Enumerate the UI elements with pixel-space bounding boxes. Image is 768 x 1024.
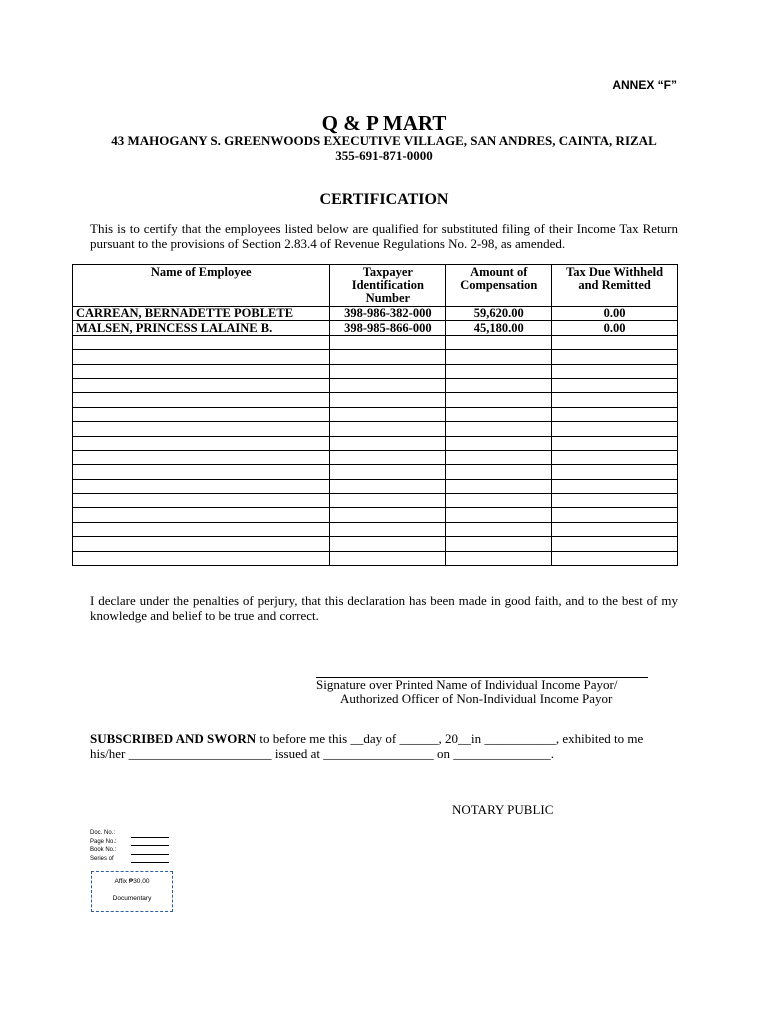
documentary-stamp-box bbox=[91, 871, 173, 912]
empty-cell bbox=[552, 450, 678, 464]
empty-table-row bbox=[73, 422, 678, 436]
empty-cell bbox=[552, 465, 678, 479]
empty-cell bbox=[73, 508, 330, 522]
empty-cell bbox=[330, 450, 446, 464]
empty-cell bbox=[446, 450, 552, 464]
empty-cell bbox=[73, 479, 330, 493]
empty-cell bbox=[330, 537, 446, 551]
empty-cell bbox=[552, 522, 678, 536]
header-tin: Taxpayer Identification Number bbox=[330, 265, 446, 307]
page-no-label: Page No.: bbox=[90, 838, 117, 845]
stamp-line-1: Affix ₱30.00 bbox=[114, 878, 150, 885]
empty-cell bbox=[552, 364, 678, 378]
book-no-line bbox=[131, 848, 169, 855]
empty-cell bbox=[446, 522, 552, 536]
empty-table-row bbox=[73, 551, 678, 565]
doc-no-label: Doc. No.: bbox=[90, 830, 116, 836]
empty-cell bbox=[73, 350, 330, 364]
doc-no-line bbox=[131, 831, 169, 838]
empty-cell bbox=[446, 364, 552, 378]
empty-cell bbox=[330, 378, 446, 392]
doc-info-row bbox=[90, 855, 169, 864]
employee-compensation: 45,180.00 bbox=[446, 321, 552, 335]
empty-rows bbox=[73, 335, 678, 565]
empty-cell bbox=[73, 522, 330, 536]
empty-cell bbox=[330, 393, 446, 407]
empty-cell bbox=[446, 508, 552, 522]
header-tax-due: Tax Due Withheld and Remitted bbox=[552, 265, 678, 307]
empty-table-row bbox=[73, 393, 678, 407]
empty-cell bbox=[330, 551, 446, 565]
employee-name: MALSEN, PRINCESS LALAINE B. bbox=[73, 321, 330, 335]
empty-cell bbox=[73, 436, 330, 450]
empty-cell bbox=[73, 537, 330, 551]
empty-cell bbox=[552, 393, 678, 407]
empty-cell bbox=[73, 364, 330, 378]
empty-cell bbox=[330, 465, 446, 479]
page-no-line bbox=[131, 839, 169, 846]
empty-cell bbox=[330, 350, 446, 364]
empty-cell bbox=[73, 551, 330, 565]
employee-tax-due: 0.00 bbox=[552, 321, 678, 335]
empty-table-row bbox=[73, 407, 678, 421]
empty-cell bbox=[330, 422, 446, 436]
empty-table-row bbox=[73, 522, 678, 536]
empty-cell bbox=[552, 508, 678, 522]
empty-cell bbox=[73, 422, 330, 436]
employee-tax-due: 0.00 bbox=[552, 307, 678, 321]
table-row bbox=[73, 307, 678, 321]
empty-cell bbox=[446, 494, 552, 508]
doc-info-row bbox=[90, 846, 169, 855]
header-name: Name of Employee bbox=[73, 265, 330, 307]
sworn-text: to before me this __day of ______, 20__in ___________, exhibited to me his/her ______________________ issued at _________________ on _______________. bbox=[90, 731, 644, 761]
empty-cell bbox=[330, 479, 446, 493]
doc-info-block bbox=[90, 829, 169, 863]
series-label: Series of bbox=[90, 855, 114, 862]
empty-cell bbox=[446, 436, 552, 450]
empty-cell bbox=[552, 436, 678, 450]
empty-cell bbox=[446, 350, 552, 364]
empty-cell bbox=[73, 393, 330, 407]
annex-label: ANNEX “F” bbox=[612, 78, 677, 92]
empty-cell bbox=[446, 465, 552, 479]
empty-cell bbox=[446, 422, 552, 436]
intro-paragraph: This is to certify that the employees listed below are qualified for substituted filing of their Income Tax Return pursuant to the provisions of Section 2.83.4 of Revenue Regulations No. 2-98, as amended. bbox=[90, 221, 678, 251]
empty-table-row bbox=[73, 364, 678, 378]
empty-cell bbox=[73, 335, 330, 349]
employee-tin: 398-985-866-000 bbox=[330, 321, 446, 335]
empty-cell bbox=[73, 378, 330, 392]
empty-cell bbox=[552, 422, 678, 436]
doc-info-row bbox=[90, 829, 169, 838]
empty-cell bbox=[73, 450, 330, 464]
empty-table-row bbox=[73, 436, 678, 450]
empty-table-row bbox=[73, 479, 678, 493]
empty-table-row bbox=[73, 335, 678, 349]
empty-table-row bbox=[73, 537, 678, 551]
empty-cell bbox=[330, 522, 446, 536]
sworn-bold: SUBSCRIBED AND SWORN bbox=[90, 731, 257, 746]
signature-caption-1: Signature over Printed Name of Individual Income Payor/ bbox=[316, 677, 618, 692]
empty-cell bbox=[330, 407, 446, 421]
empty-cell bbox=[446, 335, 552, 349]
empty-cell bbox=[552, 479, 678, 493]
stamp-line-2: Documentary bbox=[112, 895, 152, 902]
empty-cell bbox=[552, 537, 678, 551]
empty-table-row bbox=[73, 450, 678, 464]
company-tin: 355-691-871-0000 bbox=[335, 148, 433, 163]
address-line: 43 MAHOGANY S. GREENWOODS EXECUTIVE VILLAGE, SAN ANDRES, CAINTA, RIZAL bbox=[111, 133, 657, 148]
notary-public-label: NOTARY PUBLIC bbox=[452, 802, 554, 817]
empty-cell bbox=[552, 350, 678, 364]
empty-cell bbox=[446, 393, 552, 407]
sworn-paragraph bbox=[90, 732, 680, 761]
empty-cell bbox=[330, 436, 446, 450]
empty-cell bbox=[73, 494, 330, 508]
company-address bbox=[0, 133, 768, 163]
empty-cell bbox=[73, 407, 330, 421]
empty-cell bbox=[552, 407, 678, 421]
empty-table-row bbox=[73, 378, 678, 392]
empty-table-row bbox=[73, 508, 678, 522]
employee-table bbox=[72, 264, 678, 566]
empty-table-row bbox=[73, 494, 678, 508]
doc-info-row bbox=[90, 838, 169, 847]
certification-title: CERTIFICATION bbox=[319, 191, 449, 208]
empty-table-row bbox=[73, 465, 678, 479]
empty-cell bbox=[552, 335, 678, 349]
empty-table-row bbox=[73, 350, 678, 364]
book-no-label: Book No.: bbox=[90, 847, 117, 854]
empty-cell bbox=[446, 407, 552, 421]
company-name: Q & P MART bbox=[321, 111, 447, 135]
empty-cell bbox=[446, 479, 552, 493]
employee-compensation: 59,620.00 bbox=[446, 307, 552, 321]
employee-tin: 398-986-382-000 bbox=[330, 307, 446, 321]
empty-cell bbox=[330, 508, 446, 522]
signature-caption-2: Authorized Officer of Non-Individual Income Payor bbox=[340, 691, 613, 706]
empty-cell bbox=[73, 465, 330, 479]
table-row bbox=[73, 321, 678, 335]
empty-cell bbox=[446, 537, 552, 551]
empty-cell bbox=[552, 551, 678, 565]
header-compensation: Amount of Compensation bbox=[446, 265, 552, 307]
declaration-paragraph: I declare under the penalties of perjury, that this declaration has been made in good faith, and to the best of my knowledge and belief to be true and correct. bbox=[90, 593, 678, 623]
table-header-row bbox=[73, 265, 678, 307]
empty-cell bbox=[330, 494, 446, 508]
employee-name: CARREAN, BERNADETTE POBLETE bbox=[73, 307, 330, 321]
empty-cell bbox=[446, 551, 552, 565]
empty-cell bbox=[552, 494, 678, 508]
empty-cell bbox=[446, 378, 552, 392]
empty-cell bbox=[330, 364, 446, 378]
empty-cell bbox=[330, 335, 446, 349]
empty-cell bbox=[552, 378, 678, 392]
series-line bbox=[131, 856, 169, 863]
